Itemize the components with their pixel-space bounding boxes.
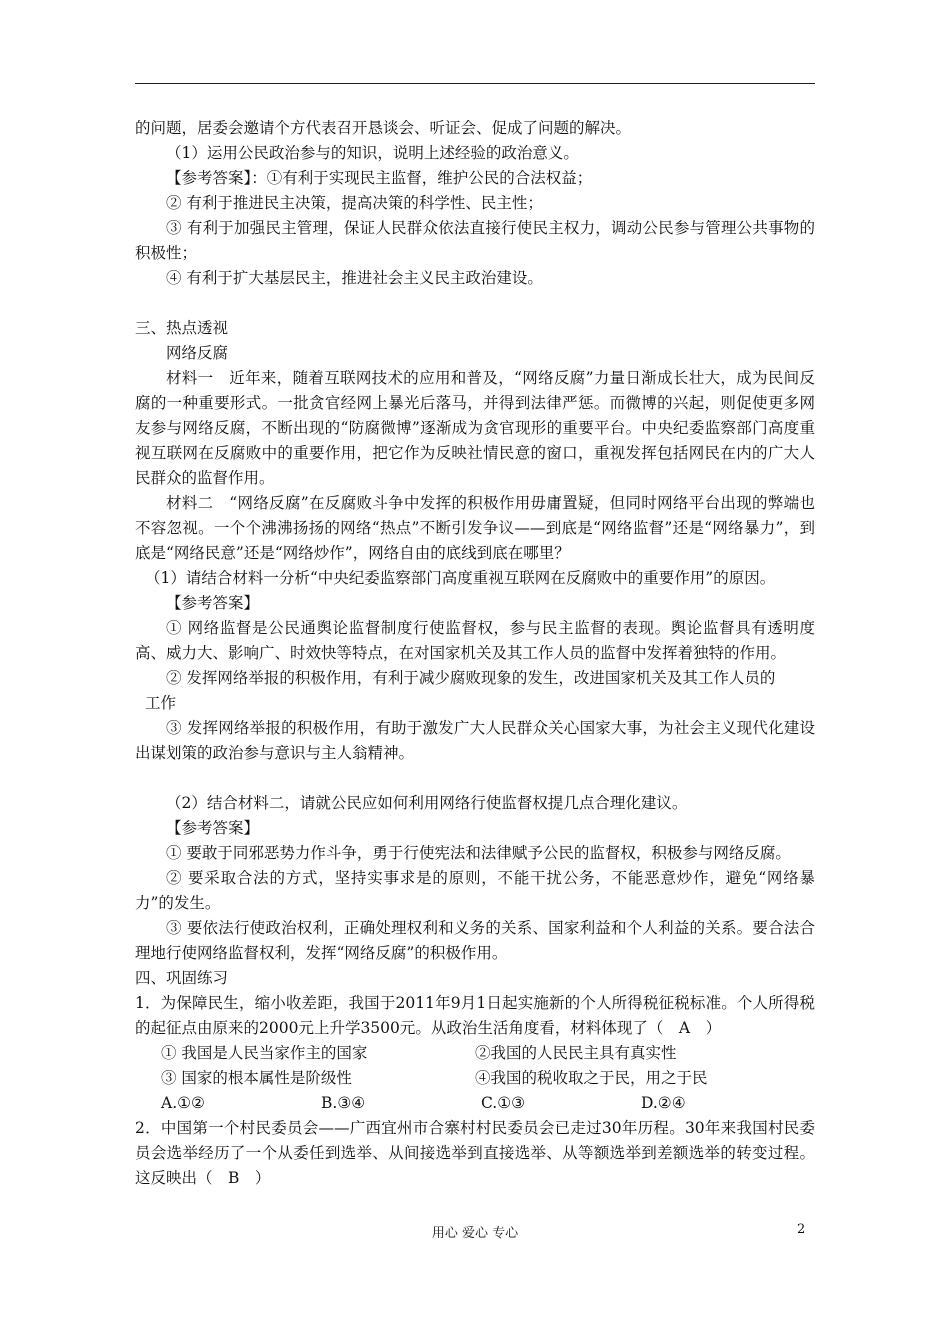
answer-line: ③ 有利于加强民主管理，保证人民群众依法直接行使民主权力，调动公民参与管理公共事物的积极性； xyxy=(135,219,815,262)
exercise-question: 2．中国第一个村民委员会——广西宜州市合寨村村民委员会已走过30年历程。30年来我国村民委员会选举经历了一个从委任到选举、从间接选举到直接选举、从等额选举到差额选举的转变过程。这反映出（ B ） xyxy=(135,1119,815,1187)
statement-option: ③ 国家的根本属性是阶级性 xyxy=(161,1069,352,1087)
answer-line: ① 网络监督是公民通舆论监督制度行使监督权，参与民主监督的表现。舆论监督具有透明度高、威力大、影响广、时效快等特点，在对国家机关及其工作人员的监督中发挥着独特的作用。 xyxy=(135,619,815,662)
choice-c: C.①③ xyxy=(481,1094,526,1112)
option-row xyxy=(135,1066,815,1091)
question: （1）请结合材料一分析“中央纪委监察部门高度重视互联网在反腐败中的重要作用”的原因。 xyxy=(145,569,776,587)
section-heading: 四、巩固练习 xyxy=(135,969,229,987)
answer-line: ③ 发挥网络举报的积极作用，有助于激发广大人民群众关心国家大事，为社会主义现代化建设出谋划策的政治参与意识与主人翁精神。 xyxy=(135,719,815,762)
paragraph: 的问题，居委会邀请个方代表召开恳谈会、听证会、促成了问题的解决。 xyxy=(135,119,632,137)
page-number: 2 xyxy=(797,1222,806,1237)
answer-line: ② 有利于推进民主决策，提高决策的科学性、民主性； xyxy=(166,194,543,212)
document-body xyxy=(135,116,815,1191)
section-heading: 三、热点透视 xyxy=(135,319,229,337)
statement-option: ① 我国是人民当家作主的国家 xyxy=(161,1044,368,1062)
answer-line: ③ 要依法行使政治权利，正确处理权利和义务的关系、国家利益和个人利益的关系。要合法合理地行使网络监督权利，发挥“网络反腐”的积极作用。 xyxy=(135,919,815,962)
choice-row xyxy=(135,1091,815,1116)
material-two: 材料二 “网络反腐”在反腐败斗争中发挥的积极作用毋庸置疑，但同时网络平台出现的弊端也不容忽视。一个个沸沸扬扬的网络“热点”不断引发争议——到底是“网络监督”还是“网络暴力”，到底是“网络民意”还是“网络炒作”，网络自由的底线到底在哪里？ xyxy=(135,494,815,562)
exercise-question: 1．为保障民生，缩小收差距，我国于2011年9月1日起实施新的个人所得税征税标准。个人所得税的起征点由原来的2000元上升学3500元。从政治生活角度看，材料体现了（ A ） xyxy=(135,994,815,1037)
option-row xyxy=(135,1041,815,1066)
statement-option: ②我国的人民民主具有真实性 xyxy=(475,1044,677,1062)
material-one: 材料一 近年来，随着互联网技术的应用和普及，“网络反腐”力量日渐成长壮大，成为民间反腐的一种重要形式。一批贪官经网上暴光后落马，并得到法律严惩。而微博的兴起，则促使更多网友参与网络反腐，不断出现的“防腐微博”逐渐成为贪官现形的重要平台。中央纪委监察部门高度重视互联网在反腐败中的重要作用，把它作为反映社情民意的窗口，重视发挥包括网民在内的广大人民群众的监督作用。 xyxy=(135,369,815,487)
topic-title: 网络反腐 xyxy=(166,344,229,362)
question: （1）运用公民政治参与的知识，说明上述经验的政治意义。 xyxy=(166,144,579,162)
answer-key-label: 【参考答案】 xyxy=(166,594,260,612)
choice-d: D.②④ xyxy=(641,1094,686,1112)
answer-key-label: 【参考答案】 xyxy=(166,819,260,837)
choice-a: A.①② xyxy=(161,1094,205,1112)
footer-text: 用心 爱心 专心 xyxy=(431,1226,519,1241)
question: （2）结合材料二，请就公民应如何利用网络行使监督权提几点合理化建议。 xyxy=(166,794,688,812)
answer-line: ④ 有利于扩大基层民主，推进社会主义民主政治建设。 xyxy=(166,269,543,287)
answer-line-cont: 工作 xyxy=(145,694,177,712)
choice-b: B.③④ xyxy=(321,1094,366,1112)
statement-option: ④我国的税收取之于民，用之于民 xyxy=(475,1069,708,1087)
answer-line: ① 要敢于同邪恶势力作斗争，勇于行使宪法和法律赋予公民的监督权，积极参与网络反腐。 xyxy=(166,844,791,862)
answer-line: ② 要采取合法的方式，坚持实事求是的原则，不能干扰公务，不能恶意炒作，避免“网络暴力”的发生。 xyxy=(135,869,815,912)
header-rule xyxy=(135,83,815,84)
answer-line: ② 发挥网络举报的积极作用，有利于减少腐败现象的发生，改进国家机关及其工作人员的 xyxy=(166,669,776,687)
answer-line: 【参考答案】：①有利于实现民主监督，维护公民的合法权益； xyxy=(166,169,593,187)
